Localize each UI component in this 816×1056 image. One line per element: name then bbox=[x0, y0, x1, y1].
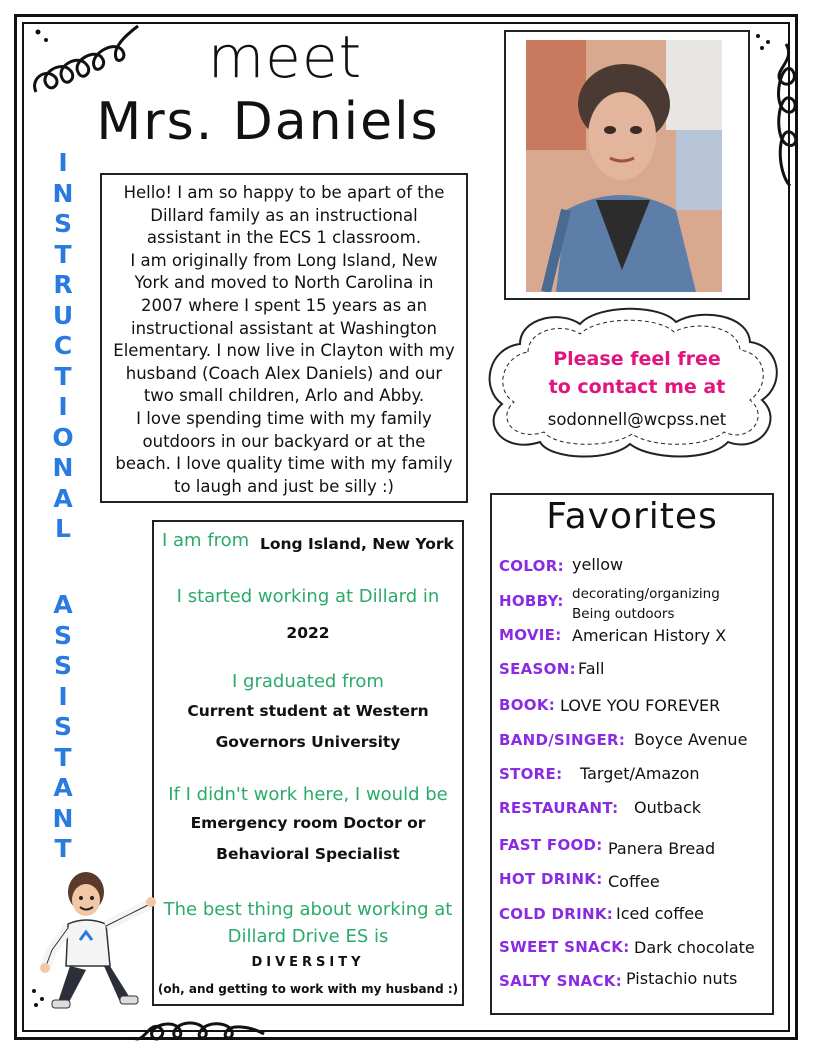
fav-value-hobby: decorating/organizing bbox=[572, 586, 720, 602]
side-letter: S bbox=[53, 620, 72, 650]
graduated-answer-line2: Governors University bbox=[215, 733, 401, 751]
fav-label-movie: MOVIE: bbox=[499, 626, 562, 644]
side-title-assistant bbox=[50, 590, 76, 865]
fav-label-season: SEASON: bbox=[499, 660, 576, 678]
fav-value-band-singer: Boyce Avenue bbox=[634, 730, 748, 749]
fav-label-color: COLOR: bbox=[499, 557, 564, 575]
bio-line: assistant in the ECS 1 classroom. bbox=[146, 228, 422, 248]
job-prompt: If I didn't work here, I would be bbox=[168, 784, 448, 805]
fav-label-store: STORE: bbox=[499, 765, 563, 783]
side-letter: U bbox=[52, 300, 74, 330]
top-right-dots-decoration bbox=[752, 30, 782, 60]
side-letter: S bbox=[53, 712, 72, 741]
job-answer-line2: Behavioral Specialist bbox=[216, 845, 400, 863]
side-letter: S bbox=[53, 209, 72, 238]
side-title-instructional bbox=[50, 148, 76, 545]
top-left-loops-decoration bbox=[26, 20, 146, 100]
bio-line: Hello! I am so happy to be apart of the bbox=[123, 183, 445, 202]
contact-email: sodonnell@wcpss.net bbox=[547, 410, 727, 429]
fav-value-movie: American History X bbox=[572, 626, 727, 645]
side-letter: A bbox=[53, 590, 73, 619]
side-letter: I bbox=[58, 148, 68, 177]
fav-value-season: Fall bbox=[578, 659, 605, 678]
fav-label-band-singer: BAND/SINGER: bbox=[499, 731, 626, 749]
started-prompt: I started working at Dillard in bbox=[176, 586, 440, 607]
graduated-answer-line1: Current student at Western bbox=[187, 702, 429, 720]
favorites-heading: Favorites bbox=[546, 496, 718, 537]
fav-value-cold-drink: Iced coffee bbox=[616, 904, 704, 923]
side-letter: L bbox=[55, 514, 71, 543]
fav-value-hobby-2: Being outdoors bbox=[572, 606, 675, 622]
side-letter: T bbox=[54, 239, 72, 269]
best-prompt-line2: Dillard Drive ES is bbox=[227, 926, 389, 947]
fav-label-fast-food: FAST FOOD: bbox=[499, 836, 603, 854]
contact-heading bbox=[530, 345, 744, 401]
side-letter: C bbox=[53, 331, 73, 360]
bio-line: I am originally from Long Island, New bbox=[130, 250, 438, 270]
fav-label-hot-drink: HOT DRINK: bbox=[499, 870, 603, 888]
contact-heading-line: Please feel free bbox=[553, 348, 721, 370]
side-letter: T bbox=[54, 742, 72, 772]
fav-value-sweet-snack: Dark chocolate bbox=[634, 938, 755, 957]
bio-line: to laugh and just be silly :) bbox=[173, 476, 394, 496]
side-letter: N bbox=[52, 803, 74, 833]
bottom-loops-decoration bbox=[130, 1010, 270, 1050]
started-answer: 2022 bbox=[286, 624, 330, 642]
fav-label-salty-snack: SALTY SNACK: bbox=[499, 972, 622, 990]
fav-value-hot-drink: Coffee bbox=[608, 872, 660, 891]
bio-text bbox=[108, 182, 460, 498]
bitmoji-avatar-illustration bbox=[38, 870, 160, 1016]
contact-heading-line: to contact me at bbox=[548, 376, 726, 398]
teacher-name-heading: Mrs. Daniels bbox=[96, 92, 440, 152]
best-prompt-line1: The best thing about working at bbox=[163, 899, 453, 920]
bio-line: Dillard family as an instructional bbox=[150, 205, 418, 225]
fav-label-restaurant: RESTAURANT: bbox=[499, 799, 619, 817]
right-loops-decoration bbox=[766, 40, 806, 190]
from-prompt: I am from bbox=[162, 530, 250, 551]
side-letter: A bbox=[53, 773, 73, 802]
job-answer-line1: Emergency room Doctor or bbox=[190, 814, 426, 832]
fav-value-book: LOVE YOU FOREVER bbox=[560, 696, 721, 715]
side-letter: I bbox=[58, 681, 68, 711]
fav-value-store: Target/Amazon bbox=[580, 764, 700, 783]
bio-line: outdoors in our backyard or at the bbox=[142, 431, 426, 451]
bio-line: husband (Coach Alex Daniels) and our bbox=[125, 363, 443, 383]
bio-line: instructional assistant at Washington bbox=[131, 318, 437, 338]
fav-label-book: BOOK: bbox=[499, 696, 556, 714]
fav-label-cold-drink: COLD DRINK: bbox=[499, 905, 614, 923]
side-letter: O bbox=[52, 422, 74, 452]
side-letter: N bbox=[52, 453, 74, 482]
fav-value-salty-snack: Pistachio nuts bbox=[626, 969, 738, 988]
from-answer: Long Island, New York bbox=[260, 535, 454, 553]
fav-label-hobby: HOBBY: bbox=[499, 592, 564, 610]
graduated-prompt: I graduated from bbox=[232, 671, 384, 692]
side-letter: I bbox=[58, 392, 68, 421]
bio-line: two small children, Arlo and Abby. bbox=[143, 386, 425, 406]
bio-line: beach. I love quality time with my family bbox=[115, 454, 453, 474]
bio-line: York and moved to North Carolina in bbox=[134, 273, 434, 293]
side-letter: A bbox=[53, 483, 73, 513]
teacher-photo bbox=[526, 40, 722, 292]
bio-line: Elementary. I now live in Clayton with my bbox=[113, 341, 455, 361]
side-letter: R bbox=[53, 270, 73, 299]
side-letter: T bbox=[54, 834, 72, 863]
fav-label-sweet-snack: SWEET SNACK: bbox=[499, 938, 630, 956]
fav-value-restaurant: Outback bbox=[634, 798, 702, 817]
bio-line: I love spending time with my family bbox=[136, 408, 432, 428]
fav-value-color: yellow bbox=[572, 555, 624, 574]
bio-line: 2007 where I spent 15 years as an bbox=[140, 295, 428, 315]
side-letter: N bbox=[52, 178, 74, 208]
fav-value-fast-food: Panera Bread bbox=[608, 839, 716, 858]
best-note: (oh, and getting to work with my husband :) bbox=[157, 982, 459, 996]
side-letter: T bbox=[54, 361, 72, 391]
best-answer: DIVERSITY bbox=[251, 955, 365, 970]
side-letter: S bbox=[53, 651, 72, 680]
meet-heading: meet bbox=[207, 23, 363, 91]
